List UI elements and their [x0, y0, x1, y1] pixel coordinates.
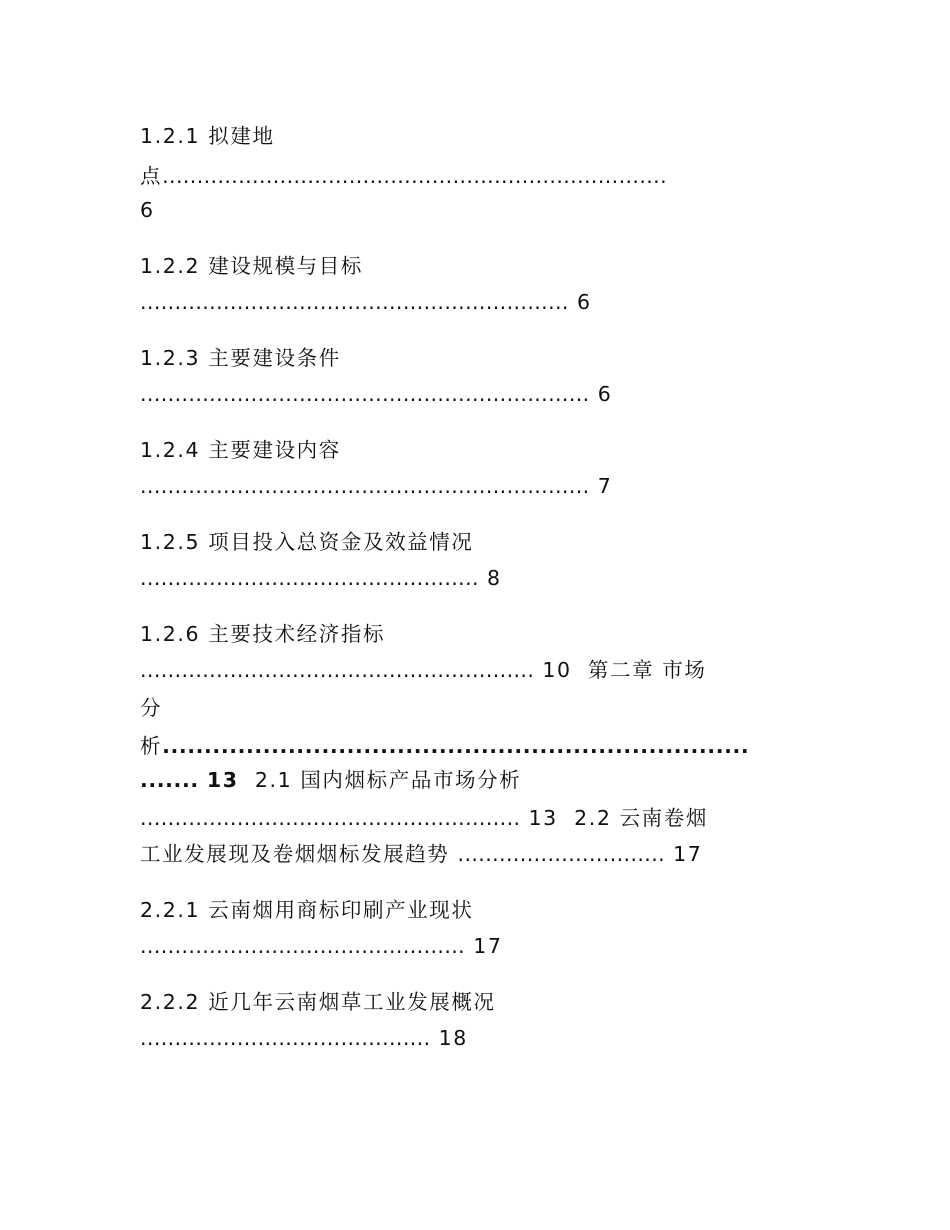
- toc-dot-leader: ..............................................................: [140, 290, 569, 314]
- toc-entry-text: 点: [140, 164, 163, 188]
- toc-dot-leader: ......................................................................: [162, 734, 750, 758]
- toc-dot-leader: .................................................................: [140, 382, 590, 406]
- toc-entry-1-2-2-leader: [140, 289, 592, 315]
- toc-chapter-2-page-line: [140, 767, 521, 793]
- toc-dot-leader: .......: [140, 768, 199, 792]
- toc-entry-2-2-1-title: 2.2.1 云南烟用商标印刷产业现状: [140, 898, 474, 922]
- toc-entry-2-2-2-leader: [140, 1025, 468, 1051]
- toc-chapter-2-leader: [140, 733, 749, 759]
- toc-page-number: 17: [473, 934, 503, 958]
- toc-entry-text: 析: [140, 734, 163, 758]
- toc-entry-1-2-5-leader: [140, 565, 502, 591]
- toc-entry-2-2-title-cont: 工业发展现及卷烟烟标发展趋势: [140, 842, 450, 866]
- toc-entry-2-2-1-leader: [140, 933, 503, 959]
- toc-entry-1-2-2-title: 1.2.2 建设规模与目标: [140, 254, 363, 278]
- toc-dot-leader: ..........................................: [140, 1026, 431, 1050]
- toc-chapter-2-title-cont: 分: [140, 696, 163, 720]
- toc-chapter-2-title-start: 第二章 市场: [587, 658, 707, 682]
- toc-page-number: 18: [438, 1026, 468, 1050]
- toc-page-number: 8: [487, 566, 502, 590]
- toc-entry-1-2-6-leader: [140, 657, 707, 683]
- toc-page-number: 6: [597, 382, 613, 406]
- toc-page-number: 6: [140, 198, 155, 222]
- toc-entry-1-2-4-title: 1.2.4 主要建设内容: [140, 438, 341, 462]
- toc-page-number: 13: [528, 806, 558, 830]
- toc-entry-1-2-5-title: 1.2.5 项目投入总资金及效益情况: [140, 530, 474, 554]
- toc-page-number: 7: [597, 474, 613, 498]
- toc-dot-leader: .........................................................................: [162, 164, 668, 188]
- toc-dot-leader: .......................................................: [140, 806, 521, 830]
- toc-entry-2-2-title-start: 2.2 云南卷烟: [574, 806, 708, 830]
- toc-page-number: 6: [576, 290, 592, 314]
- toc-dot-leader: .................................................: [140, 566, 479, 590]
- toc-dot-leader: .........................................................: [140, 658, 535, 682]
- toc-entry-1-2-3-leader: [140, 381, 612, 407]
- toc-entry-2-2-leader: [140, 841, 702, 867]
- toc-entry-1-2-1-title: 1.2.1 拟建地: [140, 124, 275, 148]
- toc-dot-leader: ...............................................: [140, 934, 466, 958]
- toc-dot-leader: .................................................................: [140, 474, 590, 498]
- toc-page-number: 10: [542, 658, 572, 682]
- toc-entry-2-2-2-title: 2.2.2 近几年云南烟草工业发展概况: [140, 990, 496, 1014]
- toc-entry-1-2-3-title: 1.2.3 主要建设条件: [140, 346, 341, 370]
- toc-dot-leader: ..............................: [457, 842, 666, 866]
- toc-entry-1-2-6-title: 1.2.6 主要技术经济指标: [140, 622, 386, 646]
- toc-page-number: 13: [206, 768, 239, 792]
- toc-entry-2-1-leader: [140, 805, 708, 831]
- toc-entry-1-2-1-leader: [140, 163, 667, 189]
- toc-entry-1-2-4-leader: [140, 473, 612, 499]
- toc-entry-2-1-title: 2.1 国内烟标产品市场分析: [254, 768, 522, 792]
- toc-page-number: 17: [673, 842, 703, 866]
